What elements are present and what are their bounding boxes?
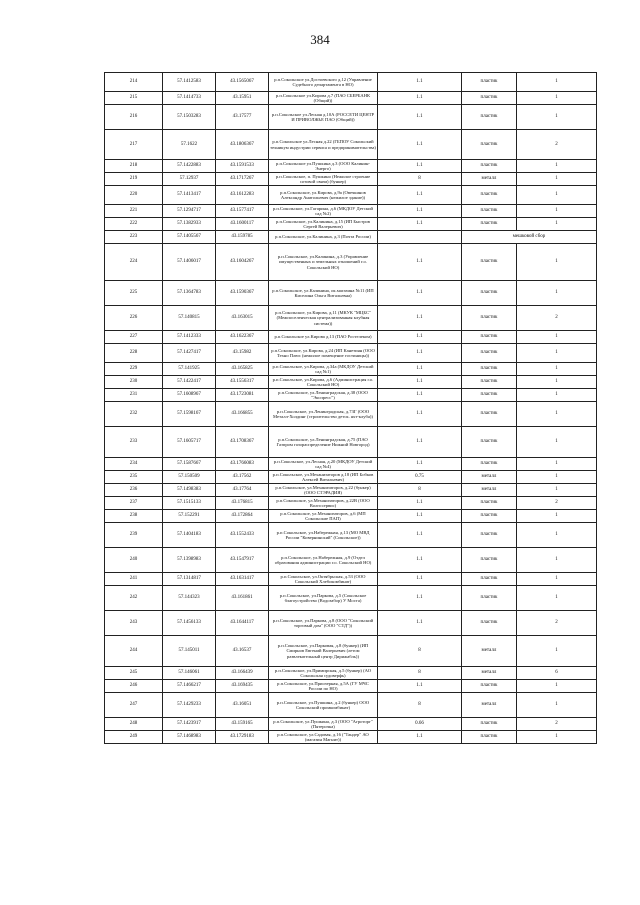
table-row (105, 281, 597, 306)
address-cell: р.п.Сокольское, п. Пушкино (Нежилое строение сотовой связи) (бункер) (269, 173, 378, 186)
row-number-cell: 216 (105, 105, 163, 130)
volume-cell: 0.75 (378, 471, 462, 484)
volume-cell: 1.1 (378, 130, 462, 160)
latitude-cell: 57.1364783 (163, 281, 216, 306)
longitude-cell: 43.17562 (216, 471, 269, 484)
latitude-cell: 57.1468983 (163, 731, 216, 744)
material-cell: пластик (462, 497, 517, 510)
latitude-cell: 57.1314817 (163, 573, 216, 586)
count-cell: 1 (517, 680, 597, 693)
material-cell: металл (462, 173, 517, 186)
row-number-cell: 237 (105, 497, 163, 510)
table-row (105, 731, 597, 744)
address-cell: р.п.Сокольское ул.Кирова д.13 (ПАО Ростелеком) (269, 331, 378, 344)
longitude-cell: 43.161861 (216, 586, 269, 611)
material-cell: пластик (462, 427, 517, 458)
row-number-cell: 246 (105, 680, 163, 693)
volume-cell: 1.1 (378, 548, 462, 573)
table-row (105, 484, 597, 497)
latitude-cell: 57.146061 (163, 667, 216, 680)
count-cell: 1 (517, 693, 597, 718)
material-cell: пластик (462, 306, 517, 331)
address-cell: р.п.Сокольское, ул.Лесная, д.20 (МКДОУ Детский сад №4) (269, 458, 378, 471)
volume-cell: 1.1 (378, 160, 462, 173)
table-row (105, 636, 597, 667)
material-cell: пластик (462, 130, 517, 160)
count-cell: 1 (517, 458, 597, 471)
table-row (105, 586, 597, 611)
latitude-cell: 57.1587667 (163, 458, 216, 471)
longitude-cell: 43.15982 (216, 344, 269, 363)
longitude-cell: 43.1631417 (216, 573, 269, 586)
material-cell: пластик (462, 73, 517, 92)
longitude-cell: 43.166855 (216, 402, 269, 427)
count-cell: 1 (517, 402, 597, 427)
longitude-cell: 43.169435 (216, 680, 269, 693)
volume-cell (378, 231, 462, 244)
volume-cell: 1.1 (378, 510, 462, 523)
volume-cell: 1.1 (378, 427, 462, 458)
address-cell: р.п.Сокольское, ул.Кирова, д.9а (Овечкинов Александр Анатольевич (нежилое здание)) (269, 186, 378, 205)
volume-cell: 1.1 (378, 402, 462, 427)
material-cell: пластик (462, 218, 517, 231)
latitude-cell: 57.1413417 (163, 186, 216, 205)
row-number-cell: 215 (105, 92, 163, 105)
address-cell: р.п.Сокольское, ул.Калинина, д.3 (Почта России) (269, 231, 378, 244)
address-cell: р.п.Сокольское ул.Лесная д.10А (РОССЕТИ ЦЕНТР И ПРИВОЛЖЬЕ ПАО (Общий)) (269, 105, 378, 130)
longitude-cell: 43.1723081 (216, 389, 269, 402)
volume-cell: 1.1 (378, 573, 462, 586)
row-number-cell: 242 (105, 586, 163, 611)
longitude-cell: 43.159785 (216, 231, 269, 244)
count-cell: 1 (517, 331, 597, 344)
address-cell: р.п.Сокольское, ул.Механизаторов, д.22В (ООО Волгосервис) (269, 497, 378, 510)
row-number-cell: 224 (105, 244, 163, 281)
row-number-cell: 249 (105, 731, 163, 744)
count-cell: 1 (517, 173, 597, 186)
address-cell: р.п.Сокольское, ул.Набережная, д.13 (МО МВД России "Ковернинский" (Сокольское)) (269, 523, 378, 548)
address-cell: р.п.Сокольское, ул.Калинина, д.3 (Управление имущественных и земельных отношений г.о. Сокольский НО) (269, 244, 378, 281)
table-row (105, 205, 597, 218)
longitude-cell: 43.1604267 (216, 244, 269, 281)
volume-cell: 1.1 (378, 497, 462, 510)
address-cell: р.п.Сокольское ул.Кирова д.7 (ПАО СБЕРБАНК (Общий)) (269, 92, 378, 105)
material-cell: пластик (462, 548, 517, 573)
table-row (105, 402, 597, 427)
table-row (105, 73, 597, 92)
material-cell: пластик (462, 510, 517, 523)
address-cell: р.п.Сокольское ул.Достоевского д.12 (Управление Судебного департамента в НО) (269, 73, 378, 92)
volume-cell: 8 (378, 636, 462, 667)
count-cell: 1 (517, 244, 597, 281)
latitude-cell: 57.1605717 (163, 427, 216, 458)
material-cell: пластик (462, 731, 517, 744)
volume-cell: 1.1 (378, 73, 462, 92)
table-row (105, 105, 597, 130)
row-number-cell: 234 (105, 458, 163, 471)
volume-cell: 1.1 (378, 344, 462, 363)
material-cell: пластик (462, 205, 517, 218)
table-body (105, 73, 597, 744)
latitude-cell: 57.1294717 (163, 205, 216, 218)
count-cell: 1 (517, 160, 597, 173)
count-cell: 1 (517, 186, 597, 205)
material-cell: пластик (462, 105, 517, 130)
table-row (105, 548, 597, 573)
latitude-cell: 57.1622 (163, 130, 216, 160)
table-row (105, 173, 597, 186)
address-cell: р.п.Сокольское, ул.Пушкина, д.3 (ООО "Агроторг" (Пятерочка) (269, 718, 378, 731)
table-row (105, 680, 597, 693)
material-cell: пластик (462, 718, 517, 731)
count-cell: 1 (517, 636, 597, 667)
volume-cell: 1.1 (378, 306, 462, 331)
volume-cell: 1.1 (378, 363, 462, 376)
longitude-cell: 43.17577 (216, 105, 269, 130)
table-row (105, 389, 597, 402)
longitude-cell: 43.165825 (216, 363, 269, 376)
count-cell: 2 (517, 497, 597, 510)
row-number-cell: 244 (105, 636, 163, 667)
count-cell: 1 (517, 218, 597, 231)
address-cell: р.п.Сокольское, ул.Пушкина, д.2 (бункер) ООО Сокольский промкомбинат) (269, 693, 378, 718)
row-number-cell: 235 (105, 471, 163, 484)
longitude-cell: 43.1806367 (216, 130, 269, 160)
table-row (105, 667, 597, 680)
containers-table (104, 72, 597, 744)
count-cell: 1 (517, 427, 597, 458)
longitude-cell: 43.1729183 (216, 731, 269, 744)
longitude-cell: 43.1547917 (216, 548, 269, 573)
table-row (105, 186, 597, 205)
table-row (105, 611, 597, 636)
volume-cell: 1.1 (378, 205, 462, 218)
latitude-cell: 57.145011 (163, 636, 216, 667)
address-cell: р.п.Сокольское, ул.Ленинградская, д.73Г (ООО Металл-Холдинг (строительство детск. яхт-клуба)) (269, 402, 378, 427)
row-number-cell: 227 (105, 331, 163, 344)
address-cell: р.п.Сокольское, ул.Приозерная, д.5А (ГУ МЧС России по НО) (269, 680, 378, 693)
table-row (105, 92, 597, 105)
longitude-cell: 43.166439 (216, 667, 269, 680)
count-cell: 2 (517, 130, 597, 160)
material-cell: пластик (462, 523, 517, 548)
latitude-cell: 57.1503283 (163, 105, 216, 130)
volume-cell: 8 (378, 173, 462, 186)
row-number-cell: 218 (105, 160, 163, 173)
latitude-cell: 57.1608967 (163, 389, 216, 402)
row-number-cell: 243 (105, 611, 163, 636)
material-cell: металл (462, 471, 517, 484)
material-cell: пластик (462, 92, 517, 105)
count-cell: 6 (517, 667, 597, 680)
latitude-cell: 57.1414733 (163, 92, 216, 105)
material-cell: пластик (462, 458, 517, 471)
row-number-cell: 245 (105, 667, 163, 680)
material-cell: пластик (462, 281, 517, 306)
latitude-cell: 57.144323 (163, 586, 216, 611)
row-number-cell: 226 (105, 306, 163, 331)
longitude-cell: 43.1612283 (216, 186, 269, 205)
table-row (105, 471, 597, 484)
volume-cell: 1.1 (378, 281, 462, 306)
material-cell: пластик (462, 376, 517, 389)
volume-cell: 1.1 (378, 105, 462, 130)
volume-cell: 1.1 (378, 458, 462, 471)
latitude-cell: 57.1598167 (163, 402, 216, 427)
row-number-cell: 223 (105, 231, 163, 244)
table-row (105, 376, 597, 389)
longitude-cell: 43.15951 (216, 92, 269, 105)
latitude-cell: 57.12937 (163, 173, 216, 186)
latitude-cell: 57.1412333 (163, 331, 216, 344)
table-row (105, 427, 597, 458)
volume-cell: 8 (378, 693, 462, 718)
row-number-cell: 229 (105, 363, 163, 376)
row-number-cell: 248 (105, 718, 163, 731)
longitude-cell: 43.16051 (216, 693, 269, 718)
longitude-cell: 43.1552433 (216, 523, 269, 548)
volume-cell: 1.1 (378, 218, 462, 231)
longitude-cell: 43.16537 (216, 636, 269, 667)
table-row (105, 231, 597, 244)
row-number-cell: 217 (105, 130, 163, 160)
volume-cell: 1.1 (378, 586, 462, 611)
longitude-cell: 43.1590367 (216, 281, 269, 306)
latitude-cell: 57.1422417 (163, 376, 216, 389)
volume-cell: 1.1 (378, 376, 462, 389)
material-cell: пластик (462, 389, 517, 402)
row-number-cell: 228 (105, 344, 163, 363)
material-cell: пластик (462, 573, 517, 586)
address-cell: р.п.Сокольское, ул.Ленинградская, д.38 (ООО "Экспресс") (269, 389, 378, 402)
address-cell: р.п.Сокольское, ул.Кирова, д.6 (Администрация г.о. Сокольский НО) (269, 376, 378, 389)
count-cell: 2 (517, 306, 597, 331)
table-row (105, 160, 597, 173)
longitude-cell: 43.1622367 (216, 331, 269, 344)
material-cell: пластик (462, 680, 517, 693)
latitude-cell: 57.152291 (163, 510, 216, 523)
address-cell: р.п.Сокольское, ул.Примирская, д.5 (бункер) (АО Сокольская судоверфь) (269, 667, 378, 680)
longitude-cell: 43.159165 (216, 718, 269, 731)
longitude-cell: 43.1708367 (216, 427, 269, 458)
volume-cell: 1.1 (378, 92, 462, 105)
latitude-cell: 57.1429233 (163, 693, 216, 718)
address-cell: р.п.Сокольское, ул.Кирова, д.24 (ИП Канетиян (ООО Техно Плюс (нежилое помещение гостиницы)) (269, 344, 378, 363)
count-cell: 1 (517, 376, 597, 389)
longitude-cell: 43.1565067 (216, 73, 269, 92)
table-row (105, 331, 597, 344)
count-cell: 2 (517, 611, 597, 636)
material-cell: пластик (462, 244, 517, 281)
latitude-cell: 57.140815 (163, 306, 216, 331)
longitude-cell: 43.163015 (216, 306, 269, 331)
material-cell: металл (462, 636, 517, 667)
count-cell: 1 (517, 344, 597, 363)
material-cell: пластик (462, 160, 517, 173)
table-row (105, 244, 597, 281)
row-number-cell: 220 (105, 186, 163, 205)
table-row (105, 458, 597, 471)
address-cell: р.п.Сокольское, ул.Паркова, д.8 (ООО "Сокольский торговый дом" (ООО "СТД")) (269, 611, 378, 636)
material-cell: пластик (462, 186, 517, 205)
volume-cell: 1.1 (378, 186, 462, 205)
count-cell: 1 (517, 105, 597, 130)
row-number-cell: 214 (105, 73, 163, 92)
volume-cell: 0.66 (378, 718, 462, 731)
address-cell: р.п.Сокольское, ул.Калинина, д.15 (ИП Быстров Сергей Валерьевич) (269, 218, 378, 231)
longitude-cell: 43.176815 (216, 497, 269, 510)
count-cell: 1 (517, 548, 597, 573)
material-cell: металл (462, 484, 517, 497)
longitude-cell: 43.17764 (216, 484, 269, 497)
count-cell: 1 (517, 92, 597, 105)
latitude-cell: 57.141925 (163, 363, 216, 376)
row-number-cell: 241 (105, 573, 163, 586)
material-cell: пластик (462, 331, 517, 344)
material-cell: пластик (462, 611, 517, 636)
longitude-cell: 43.1577417 (216, 205, 269, 218)
latitude-cell: 57.1498383 (163, 484, 216, 497)
count-cell: 1 (517, 281, 597, 306)
row-number-cell: 221 (105, 205, 163, 218)
table-row (105, 718, 597, 731)
row-number-cell: 238 (105, 510, 163, 523)
table-row (105, 344, 597, 363)
count-cell: 1 (517, 363, 597, 376)
latitude-cell: 57.150509 (163, 471, 216, 484)
address-cell: р.п.Сокольское, ул.Набережная, д.9 (Отдел образования администрации г.о. Сокольский НО) (269, 548, 378, 573)
latitude-cell: 57.1405567 (163, 231, 216, 244)
address-cell: р.п.Сокольское, ул.Садовая, д.16 ("Тандер" АО (магазин Магнит)) (269, 731, 378, 744)
volume-cell: 1.1 (378, 244, 462, 281)
latitude-cell: 57.1422883 (163, 160, 216, 173)
latitude-cell: 57.1427417 (163, 344, 216, 363)
volume-cell: 1.1 (378, 611, 462, 636)
address-cell: р.п.Сокольское, ул.Ленинградская, д.75 (ПАО Газпром газораспределение Нижний Новгород) (269, 427, 378, 458)
longitude-cell: 43.1600117 (216, 218, 269, 231)
longitude-cell: 43.172864 (216, 510, 269, 523)
count-cell: 1 (517, 731, 597, 744)
count-cell: 1 (517, 73, 597, 92)
table-row (105, 510, 597, 523)
row-number-cell: 222 (105, 218, 163, 231)
material-cell: пластик (462, 363, 517, 376)
longitude-cell: 43.1556317 (216, 376, 269, 389)
table-row (105, 130, 597, 160)
row-number-cell: 233 (105, 427, 163, 458)
longitude-cell: 43.1644117 (216, 611, 269, 636)
count-cell: 1 (517, 205, 597, 218)
count-cell: 1 (517, 510, 597, 523)
address-cell: р.п.Сокольское, ул.Паркова, д.5 (Сокольское благоустройство (Водозабор) У Моста) (269, 586, 378, 611)
address-cell: р.п.Сокольское, ул.Механизаторов д.18 (ИП Бобков Алексей Витальевич) (269, 471, 378, 484)
material-cell: металл (462, 667, 517, 680)
address-cell: р.п.Сокольское ул.Лесная д.22 (ГБПОУ Сокольский техникум индустрии сервиса и предпринимательства) (269, 130, 378, 160)
material-cell: пластик (462, 344, 517, 363)
row-number-cell: 230 (105, 376, 163, 389)
table-row (105, 218, 597, 231)
row-number-cell: 231 (105, 389, 163, 402)
material-cell: пластик (462, 402, 517, 427)
address-cell: р.п.Сокольское, ул.Кирова, д.34а (МКДОУ Детский сад №1) (269, 363, 378, 376)
table-row (105, 693, 597, 718)
latitude-cell: 57.1404183 (163, 523, 216, 548)
count-cell: 1 (517, 573, 597, 586)
count-cell: 1 (517, 471, 597, 484)
address-cell: р.п.Сокольское ул.Пушкина д.3 (ООО Калинин-Энерго) (269, 160, 378, 173)
address-cell: р.п.Сокольское, ул.Октябрьская, д.53 (ООО Сокольский Хлебокомбинат) (269, 573, 378, 586)
row-number-cell: 236 (105, 484, 163, 497)
table-row (105, 306, 597, 331)
row-number-cell: 247 (105, 693, 163, 718)
latitude-cell: 57.1423917 (163, 718, 216, 731)
latitude-cell: 57.1382933 (163, 218, 216, 231)
longitude-cell: 43.1717267 (216, 173, 269, 186)
table-row (105, 497, 597, 510)
volume-cell: 1.1 (378, 523, 462, 548)
count-cell: 1 (517, 389, 597, 402)
latitude-cell: 57.1466217 (163, 680, 216, 693)
volume-cell: 1.1 (378, 331, 462, 344)
count-cell: 1 (517, 523, 597, 548)
count-cell: 1 (517, 484, 597, 497)
address-cell: р.п.Сокольское, ул.Механизаторов, д.22 (бункер) (ООО СТЭРАДИЯ) (269, 484, 378, 497)
address-cell: р.п.Сокольское, ул.Механизаторов, д.6 (МП Сокольские ПАП) (269, 510, 378, 523)
count-cell: 2 (517, 718, 597, 731)
longitude-cell: 43.1591533 (216, 160, 269, 173)
address-cell: р.п.Сокольское, ул.Кирова, д.11 (МКУК "МЦБС" (Межпоселенческая централизованная клубная система)) (269, 306, 378, 331)
address-cell: р.п.Сокольское, ул.Парковая, д.8 (бункер) (ИП Смирнов Евгений Валерьевич (летом развлекательный центр Дирижабль)) (269, 636, 378, 667)
latitude-cell: 57.1515133 (163, 497, 216, 510)
address-cell: р.п.Сокольское, ул.Калинина, ок.магазина №11 (ИП Киселина Ольга Витальевна) (269, 281, 378, 306)
latitude-cell: 57.1412583 (163, 73, 216, 92)
latitude-cell: 57.1406017 (163, 244, 216, 281)
volume-cell: 8 (378, 484, 462, 497)
material-cell: металл (462, 693, 517, 718)
table-row (105, 523, 597, 548)
table-row (105, 573, 597, 586)
count-cell: 1 (517, 586, 597, 611)
volume-cell: 1.1 (378, 389, 462, 402)
table-row (105, 363, 597, 376)
row-number-cell: 239 (105, 523, 163, 548)
row-number-cell: 240 (105, 548, 163, 573)
row-number-cell: 232 (105, 402, 163, 427)
volume-cell: 1.1 (378, 731, 462, 744)
longitude-cell: 43.1766083 (216, 458, 269, 471)
material-cell: пластик (462, 586, 517, 611)
volume-cell: 8 (378, 667, 462, 680)
row-number-cell: 219 (105, 173, 163, 186)
collection-type-cell: мешковой сбор (462, 231, 597, 244)
row-number-cell: 225 (105, 281, 163, 306)
address-cell: р.п.Сокольское, ул.Гагарина, д.6 (МКДОУ Детский сад №2) (269, 205, 378, 218)
latitude-cell: 57.1398983 (163, 548, 216, 573)
volume-cell: 1.1 (378, 680, 462, 693)
latitude-cell: 57.1456133 (163, 611, 216, 636)
page-number: 384 (310, 32, 330, 47)
